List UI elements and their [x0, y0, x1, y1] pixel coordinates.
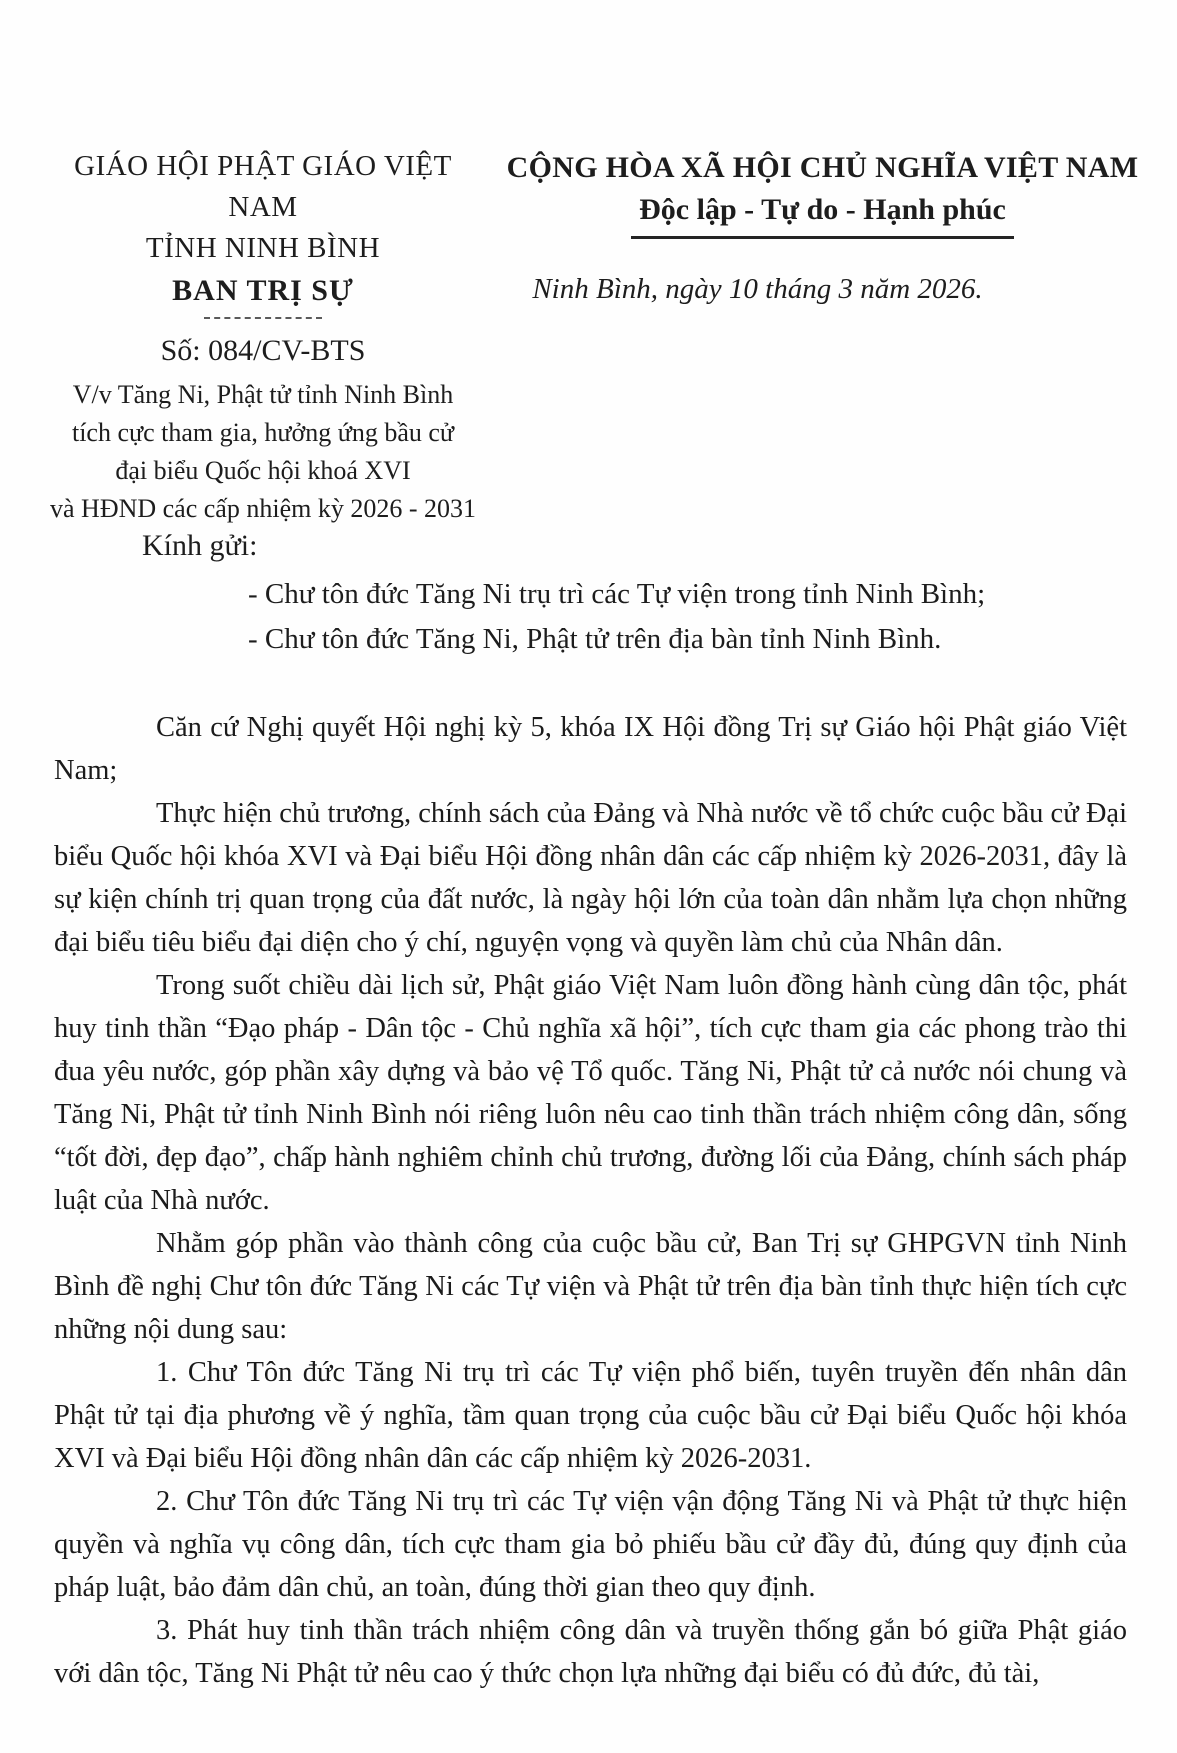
body-paragraph: 2. Chư Tôn đức Tăng Ni trụ trì các Tự viện vận động Tăng Ni và Phật tử thực hiện quyền và nghĩa vụ công dân, tích cực tham gia bỏ phiếu bầu cử đầy đủ, đúng quy định của pháp luật, bảo đảm dân chủ, an toàn, đúng thời gian theo quy định.: [54, 1486, 1127, 1603]
document-body: [54, 706, 1127, 1695]
subject-line: đại biểu Quốc hội khoá XVI: [115, 456, 411, 485]
recipient-line: - Chư tôn đức Tăng Ni trụ trì các Tự viện trong tỉnh Ninh Bình;: [248, 578, 986, 610]
letterhead: [0, 0, 1177, 528]
issuing-org-block: [44, 146, 482, 528]
body-paragraph: Thực hiện chủ trương, chính sách của Đảng và Nhà nước về tổ chức cuộc bầu cử Đại biểu Quốc hội khóa XVI và Đại biểu Hội đồng nhân dân các cấp nhiệm kỳ 2026-2031, đây là sự kiện chính trị quan trọng của đất nước, là ngày hội lớn của toàn dân nhằm lựa chọn những đại biểu tiêu biểu đại diện cho ý chí, nguyện vọng và quyền làm chủ của Nhân dân.: [54, 798, 1127, 958]
salutation-block: [0, 524, 1177, 662]
document-number: Số: 084/CV-BTS: [160, 334, 366, 367]
document-subject: [44, 376, 482, 528]
national-title: CỘNG HÒA XÃ HỘI CHỦ NGHĨA VIỆT NAM: [506, 151, 1139, 184]
place-date-line: Ninh Bình, ngày 10 tháng 3 năm 2026.: [532, 273, 983, 305]
national-header-block: [482, 146, 1177, 528]
body-paragraph: Căn cứ Nghị quyết Hội nghị kỳ 5, khóa IX Hội đồng Trị sự Giáo hội Phật giáo Việt Nam;: [54, 712, 1127, 786]
subject-line: và HĐND các cấp nhiệm kỳ 2026 - 2031: [50, 494, 476, 523]
body-paragraph: 3. Phát huy tinh thần trách nhiệm công dân và truyền thống gắn bó giữa Phật giáo với dân tộc, Tăng Ni Phật tử nêu cao ý thức chọn lựa những đại biểu có đủ đức, đủ tài,: [54, 1615, 1127, 1689]
subject-line: tích cực tham gia, hưởng ứng bầu cử: [71, 418, 454, 447]
org-name-line2: TỈNH NINH BÌNH: [145, 232, 381, 264]
org-separator-line: [204, 317, 322, 319]
org-name-line1: GIÁO HỘI PHẬT GIÁO VIỆT NAM: [74, 150, 452, 223]
org-name-line3: BAN TRỊ SỰ: [172, 274, 354, 307]
recipient-list: [248, 572, 1177, 662]
national-motto: Độc lập - Tự do - Hạnh phúc: [631, 189, 1014, 239]
body-paragraph: Nhằm góp phần vào thành công của cuộc bầu cử, Ban Trị sự GHPGVN tỉnh Ninh Bình đề nghị Chư tôn đức Tăng Ni các Tự viện và Phật tử trên địa bàn tỉnh thực hiện tích cực những nội dung sau:: [54, 1228, 1127, 1345]
body-paragraph: 1. Chư Tôn đức Tăng Ni trụ trì các Tự viện phổ biến, tuyên truyền đến nhân dân Phật tử tại địa phương về ý nghĩa, tầm quan trọng của cuộc bầu cử Đại biểu Quốc hội khóa XVI và Đại biểu Hội đồng nhân dân các cấp nhiệm kỳ 2026-2031.: [54, 1357, 1127, 1474]
salutation-label: Kính gửi:: [142, 529, 258, 562]
recipient-line: - Chư tôn đức Tăng Ni, Phật tử trên địa bàn tỉnh Ninh Bình.: [248, 623, 942, 655]
subject-line: V/v Tăng Ni, Phật tử tỉnh Ninh Bình: [72, 380, 454, 409]
motto-wrapper: [482, 189, 1163, 239]
body-paragraph: Trong suốt chiều dài lịch sử, Phật giáo Việt Nam luôn đồng hành cùng dân tộc, phát huy tinh thần “Đạo pháp - Dân tộc - Chủ nghĩa xã hội”, tích cực tham gia các phong trào thi đua yêu nước, góp phần xây dựng và bảo vệ Tổ quốc. Tăng Ni, Phật tử cả nước nói chung và Tăng Ni, Phật tử tỉnh Ninh Bình nói riêng luôn nêu cao tinh thần trách nhiệm công dân, sống “tốt đời, đẹp đạo”, chấp hành nghiêm chỉnh chủ trương, đường lối của Đảng, chính sách pháp luật của Nhà nước.: [54, 970, 1127, 1216]
